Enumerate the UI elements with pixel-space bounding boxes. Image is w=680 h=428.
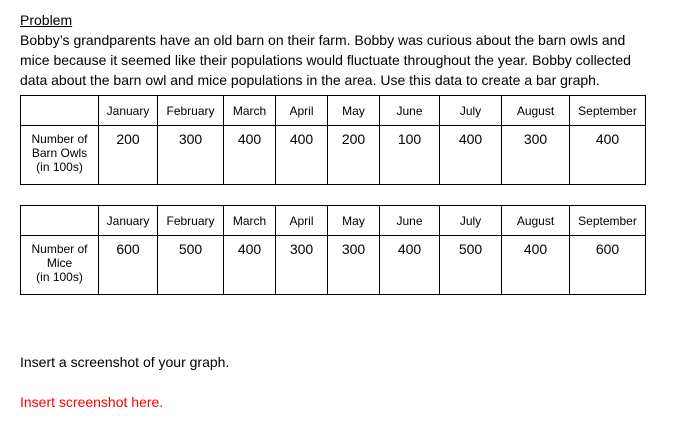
mice-value-may: 300 (328, 236, 380, 295)
owls-value-july: 400 (440, 126, 502, 185)
mice-value-august: 400 (502, 236, 570, 295)
mice-month-july: July (440, 206, 502, 236)
owls-month-may: May (328, 96, 380, 126)
mice-month-june: June (380, 206, 440, 236)
owls-month-september: September (570, 96, 646, 126)
owls-month-july: July (440, 96, 502, 126)
owls-value-row (21, 126, 646, 185)
owls-corner-cell (21, 96, 99, 126)
mice-month-march: March (224, 206, 276, 236)
screenshot-placeholder[interactable]: Insert screenshot here. (20, 394, 164, 410)
mice-corner-cell (21, 206, 99, 236)
mice-month-row (21, 206, 646, 236)
owls-value-september: 400 (570, 126, 646, 185)
owls-value-may: 200 (328, 126, 380, 185)
mice-row-label (21, 236, 99, 295)
mice-month-april: April (276, 206, 328, 236)
mice-value-july: 500 (440, 236, 502, 295)
mice-label-line: Mice (46, 256, 73, 270)
mice-value-june: 400 (380, 236, 440, 295)
owls-label-line: Number of (31, 132, 88, 146)
owls-month-january: January (99, 96, 158, 126)
mice-month-september: September (570, 206, 646, 236)
mice-value-row (21, 236, 646, 295)
owls-month-june: June (380, 96, 440, 126)
mice-label-line: Number of (31, 242, 88, 256)
problem-paragraph: Bobby’s grandparents have an old barn on their farm. Bobby was curious about the barn owls and mice because it seemed like their populations would fluctuate throughout the year. Bobby collected data about the barn owl and mice populations in the area. Use this data to create a bar graph. (20, 32, 631, 88)
owls-month-february: February (158, 96, 224, 126)
mice-value-september: 600 (570, 236, 646, 295)
owls-month-row (21, 96, 646, 126)
mice-month-january: January (99, 206, 158, 236)
owls-month-april: April (276, 96, 328, 126)
problem-heading: Problem (20, 12, 73, 28)
mice-month-may: May (328, 206, 380, 236)
document-body (20, 10, 652, 295)
owls-row-label (21, 126, 99, 185)
owls-label-line: Barn Owls (31, 146, 88, 160)
barn-owls-table (20, 95, 646, 185)
owls-month-march: March (224, 96, 276, 126)
owls-month-august: August (502, 96, 570, 126)
owls-value-april: 400 (276, 126, 328, 185)
mice-value-april: 300 (276, 236, 328, 295)
mice-value-march: 400 (224, 236, 276, 295)
owls-label-line: (in 100s) (36, 160, 83, 174)
mice-month-february: February (158, 206, 224, 236)
mice-month-august: August (502, 206, 570, 236)
owls-value-january: 200 (99, 126, 158, 185)
mice-table (20, 205, 646, 295)
mice-value-january: 600 (99, 236, 158, 295)
mice-label-line: (in 100s) (36, 270, 83, 284)
owls-value-august: 300 (502, 126, 570, 185)
owls-value-june: 100 (380, 126, 440, 185)
owls-value-march: 400 (224, 126, 276, 185)
mice-value-february: 500 (158, 236, 224, 295)
graph-prompt: Insert a screenshot of your graph. (20, 354, 230, 370)
owls-value-february: 300 (158, 126, 224, 185)
